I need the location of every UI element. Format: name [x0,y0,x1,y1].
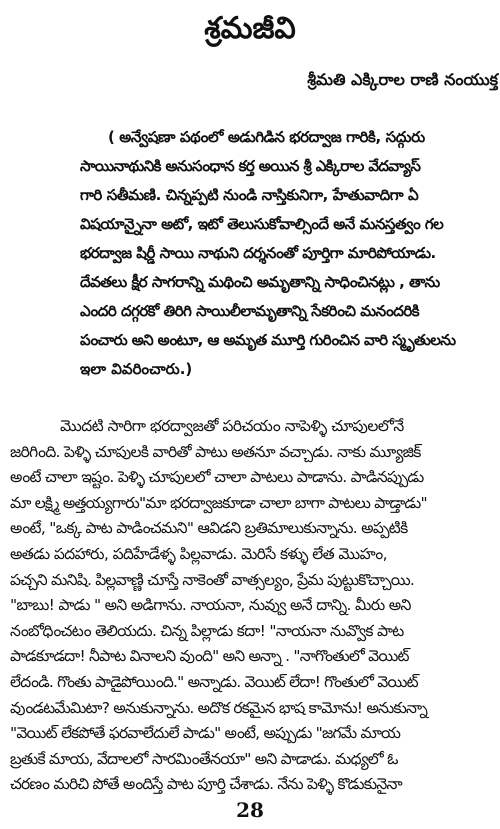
author-line: శ్రీమతి ఎక్కిరాల రాణి నంయుక్త [307,70,498,89]
body-line: పాడకూడదా! నీపాట వినాలని వుంది" అని అన్నా . "నాగొంతులో వెయిట్ [10,647,409,666]
body-line: బ్రతుకే మాయ, వేదాలలో సారమింతేనయా" అని పాడాడు. మధ్యలో ఓ [10,749,398,768]
page-title: శ్రమజీవి [204,11,296,46]
intro-line: గారి సతీమణి. చిన్నప్పటి నుండి నాస్తికునిగా, హేతువాదిగా ఏ [80,186,419,204]
body-line: "వెయిట్ లేకపోతే ఫరవాలేదులే పాడు" అంటే, అప్పుడు "జగమే మాయ [10,724,401,743]
body-line: వుండటమేమిటా? అనుకున్నాను. అదొక రకమైన భాష కామోను! అనుకున్నా [10,698,428,717]
body-line: జరిగింది. పెళ్ళి చూపులకి వారితో పాటు అతనూ వచ్చాడు. నాకు మ్యూజిక్ [10,442,421,461]
intro-line: ఇలా వివరించారు.) [80,360,193,378]
body-line: చరణం మరిచి పోతే అందిస్తే పాట పూర్తి చేశాడు. నేను పెళ్ళి కొడుకునైనా [10,775,402,794]
body-line: లేదండి. గొంతు పాడైపోయింది." అన్నాడు. వెయిట్ లేదా! గొంతులో వెయిట్ [10,673,418,691]
intro-line: విషయాన్నైనా అటో, ఇటో తెలుసుకోవాల్సిందే అనే మనస్తత్వం గల [80,215,444,233]
body-line: "బాబు! పాడు " అని అడిగాను. నాయనా, నువ్వు అనే దాన్ని. మీరు అని [10,596,411,615]
intro-line: దేవతలు క్షీర సాగరాన్ని మథించి అమృతాన్ని సాధించినట్లు , తాను [80,273,440,291]
intro-line: భరద్వాజ షిర్డీ సాయి నాథుని దర్శనంతో పూర్తిగా మారిపోయాడు. [80,244,436,262]
page-number: 28 [236,798,264,822]
body-line: అంటే చాలా ఇష్టం. పెళ్ళి చూపులలో చాలా పాటలు పాడాను. పాడినప్పుడు [10,468,424,487]
body-line: మా లక్ష్మి అత్తయ్యగారు"మా భరద్వాజకూడా చాలా బాగా పాటలు పాడ్తాడు" [10,493,427,512]
body-line: నంబోధించటం తెలియదు. చిన్న పిల్లాడు కదా! "నాయనా నువ్వొక పాట [10,621,404,640]
intro-line: ( అన్వేషణా పథంలో అడుగిడిన భరద్వాజ గారికి, సద్గురు [108,128,425,146]
body-line: పచ్చని మనిషి. పిల్లవాణ్ణి చూస్తే నాకెంతో వాత్సల్యం, ప్రేమ పుట్టుకొచ్చాయి. [10,570,415,589]
intro-line: ఎందరి దగ్గరకో తిరిగి సాయిలీలామృతాన్ని సేకరించి మనందరికి [80,302,420,320]
body-line: మొదటి సారిగా భరద్వాజతో పరిచయం నాపెళ్ళి చూపులలోనే [60,417,404,435]
intro-line: పంచారు అని అంటూ, ఆ అమృత మూర్తి గురించిన వారి స్మృతులను [80,331,456,349]
intro-line: సాయినాథునికి అనుసంధాన కర్త అయిన శ్రీ ఎక్కిరాల వేదవ్యాస్ [80,157,421,175]
body-line: అంటే, "ఒక్క పాట పాడించమని" ఆవిడని బ్రతిమాలుకున్నాను. అప్పటికి [10,519,408,538]
body-line: అతడు పదహారు, పదిహేడేళ్ళ పిల్లవాడు. మెరిసే కళ్ళు లేత మొహం, [10,545,388,563]
